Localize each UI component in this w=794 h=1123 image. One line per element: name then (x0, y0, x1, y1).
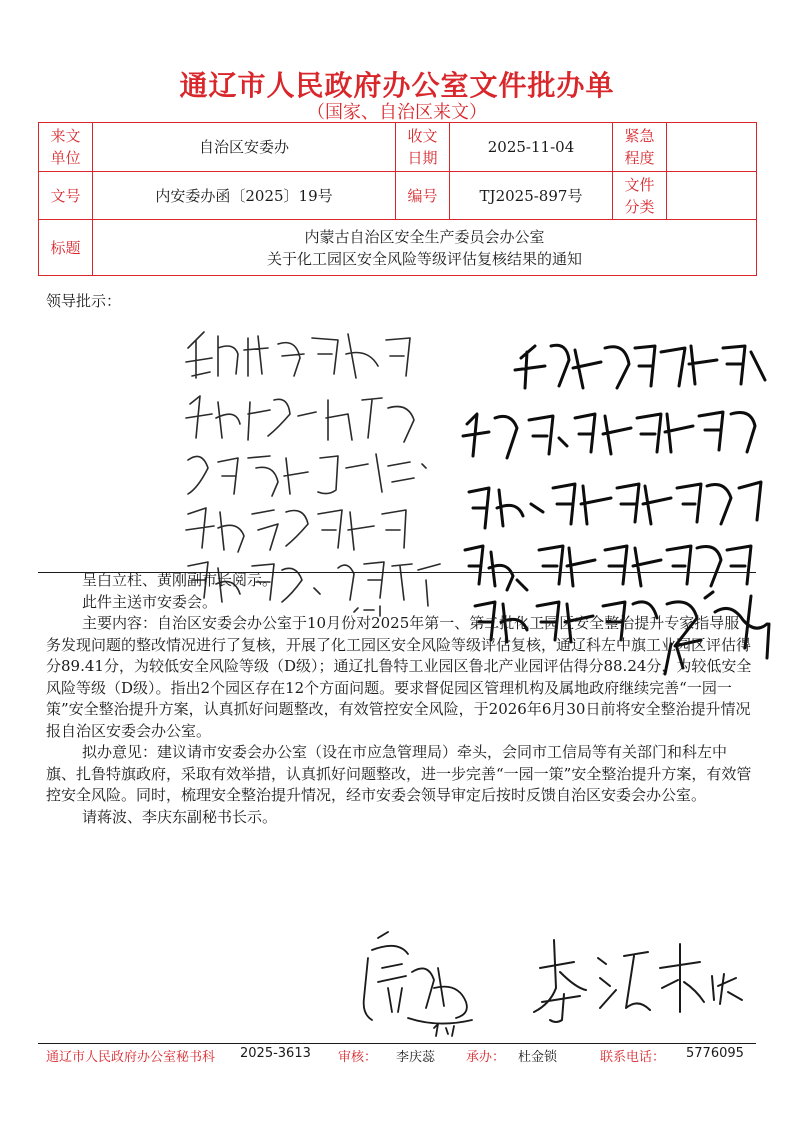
subject-line-1: 内蒙古自治区安全生产委员会办公室 (304, 227, 545, 246)
subject-value (93, 220, 757, 276)
received-label-line1: 收文 (407, 127, 438, 145)
received-date-value: 2025-11-04 (450, 123, 613, 172)
footer-number: 2025-3613 (240, 1046, 311, 1061)
subject-label: 标题 (39, 220, 93, 276)
footer-divider (38, 1043, 756, 1044)
source-value: 自治区安委办 (93, 123, 396, 172)
doc-number-label: 文号 (39, 172, 93, 220)
footer-reviewer-label: 审核： (338, 1050, 378, 1065)
body-line-1: 呈白立柱、黄刚副市长阅示。 (82, 571, 278, 589)
signature-1 (348, 928, 488, 1038)
urgency-value (667, 123, 757, 172)
serial-label: 编号 (396, 172, 450, 220)
source-label-line1: 来文 (50, 127, 81, 145)
body-proposal: 拟办意见：建议请市安委会办公室（设在市应急管理局）牵头，会同市工信局等有关部门和科左中旗、扎鲁特旗政府，采取有效举措，认真抓好问题整改，进一步完善“一园一策”安全整治提升方案，有效管控安全风险。同时，梳理安全整治提升情况，经市安委会领导审定后按时反馈自治区安委会办公室。 (46, 743, 752, 804)
urgency-label-line1: 紧急 (624, 127, 655, 145)
signature-2 (520, 928, 750, 1028)
body-request: 请蒋波、李庆东副秘书长示。 (82, 807, 278, 826)
category-label-line1: 文件 (624, 175, 655, 194)
footer-phone: 5776095 (686, 1046, 744, 1061)
body-main-content: 主要内容：自治区安委会办公室于10月份对2025年第一、第二批化工园区安全整治提升专家指导服务发现问题的整改情况进行了复核，开展了化工园区安全风险等级评估复核，通辽科左中旗工业园区评估得分89.41分，为较低安全风险等级（D级）；通辽扎鲁特工业园区鲁北产业园评估得分88.24分，为较低安全风险等级（D级）。指出2个园区存在12个方面问题。要求督促园区管理机构及属地政府继续完善“一园一策”安全整治提升方案，认真抓好问题整改，有效管控安全风险，于2026年6月30日前将安全整治提升情况报自治区安委会办公室。 (46, 614, 752, 740)
category-value (667, 172, 757, 220)
received-label (396, 123, 450, 172)
footer-phone-label: 联系电话： (600, 1050, 666, 1065)
routing-form (38, 122, 757, 276)
source-label (39, 123, 93, 172)
instructions-label: 领导批示： (46, 292, 122, 310)
urgency-label-line2: 程度 (624, 149, 655, 167)
serial-value: TJ2025-897号 (450, 172, 613, 220)
doc-number-value: 内安委办函〔2025〕19号 (93, 172, 396, 220)
footer-office: 通辽市人民政府办公室秘书科 (46, 1050, 216, 1065)
category-label (613, 172, 667, 220)
document-body (46, 570, 754, 828)
footer-handler-label: 承办： (466, 1050, 506, 1065)
footer-handler: 杜金锁 (518, 1050, 558, 1065)
category-label-line2: 分类 (624, 197, 655, 216)
footer-reviewer: 李庆蕊 (396, 1050, 436, 1065)
subject-line-2: 关于化工园区安全风险等级评估复核结果的通知 (266, 249, 582, 268)
page-subtitle: （国家、自治区来文） (307, 102, 487, 123)
received-label-line2: 日期 (407, 149, 438, 167)
urgency-label (613, 123, 667, 172)
source-label-line2: 单位 (50, 149, 81, 167)
body-line-2: 此件主送市安委会。 (82, 592, 218, 611)
page-title: 通辽市人民政府办公室文件批办单 (179, 69, 615, 102)
